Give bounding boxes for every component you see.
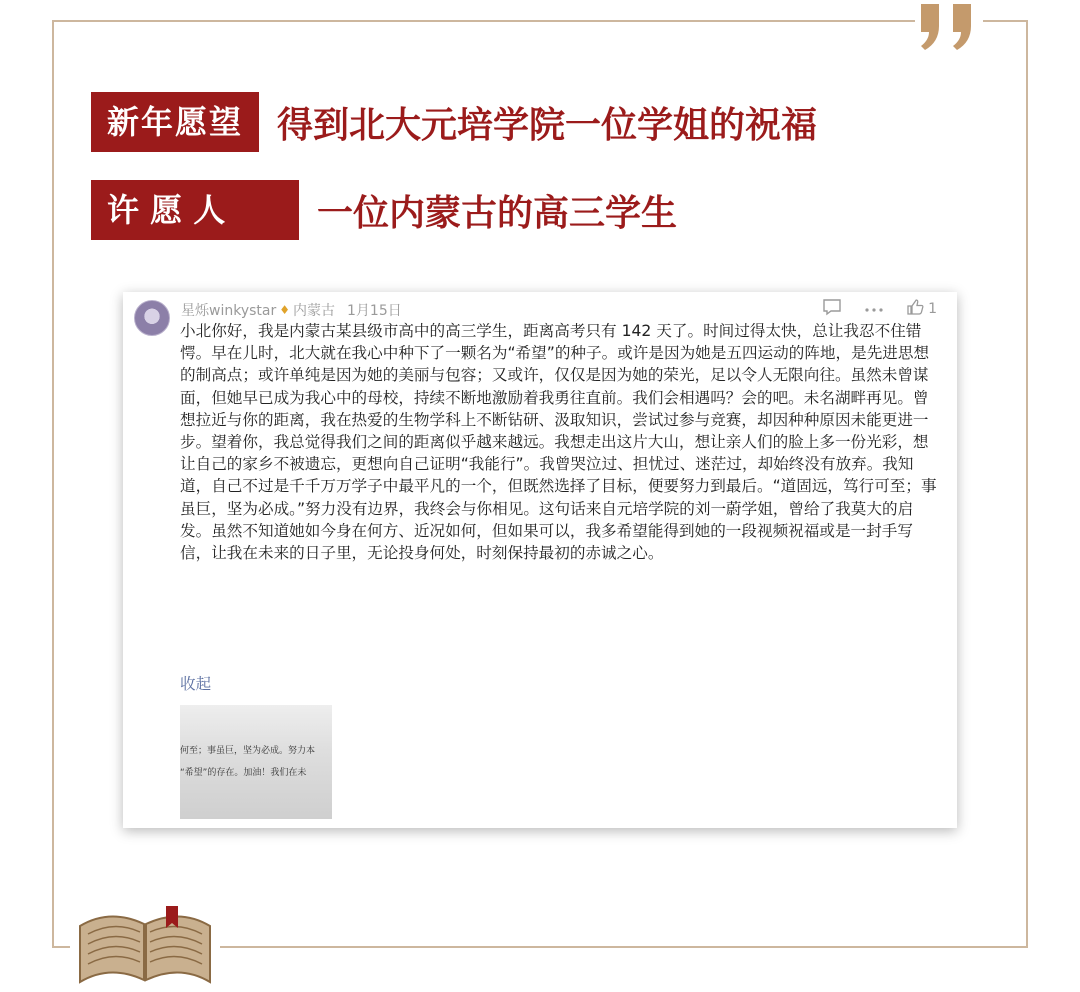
comment-icon[interactable]: [822, 298, 842, 320]
person-text: 一位内蒙古的高三学生: [317, 192, 678, 234]
collapse-link[interactable]: 收起: [180, 675, 212, 693]
post-actions: [800, 298, 937, 320]
thumbnail-text-line: “希望”的存在。加油！我们在未: [180, 768, 307, 778]
avatar[interactable]: [134, 300, 170, 336]
person-label: 许 愿 人: [91, 180, 299, 240]
location: 内蒙古: [293, 303, 335, 319]
post-body: 小北你好，我是内蒙古某县级市高中的高三学生，距离高考只有 142 天了。时间过得太快，总让我忍不住错愕。早在儿时，北大就在我心中种下了一颗名为“希望”的种子。或许是因为她是五四运动的阵地，是先进思想的制高点；或许单纯是因为她的美丽与包容；又或许，仅仅是因为她的荣光，足以令人无限向往。虽然未曾谋面，但她早已成为我心中的母校，持续不断地激励着我勇往直前。我们会相遇吗？会的吧。未名湖畔再见。曾想拉近与你的距离，我在热爱的生物学科上不断钻研、汲取知识，尝试过参与竞赛，却因种种原因未能更进一步。望着你，我总觉得我们之间的距离似乎越来越远。我想走出这片大山，想让亲人们的脸上多一份光彩，想让自己的家乡不被遗忘，更想向自己证明“我能行”。我曾哭泣过、担忧过、迷茫过，却始终没有放弃。我知道，自己不过是千千万万学子中最平凡的一个，但既然选择了目标，便要努力到最后。“道固远，笃行可至；事虽巨，坚为必成。”努力没有边界，我终会与你相见。这句话来自元培学院的刘一蔚学姐，曾给了我莫大的启发。虽然不知道她如今身在何方、近况如何，但如果可以，我多希望能得到她的一段视频祝福或是一封手写信，让我在未来的日子里，无论投身何处，时刻保持最初的赤诚之心。: [180, 322, 937, 563]
badge-icon: ♦: [279, 303, 290, 317]
book-icon: [70, 900, 220, 988]
post-card: [123, 292, 957, 828]
quote-icon: [915, 2, 983, 54]
wish-row: [91, 92, 817, 152]
attached-image-thumbnail[interactable]: [180, 705, 332, 819]
username[interactable]: 星烁winkystar: [181, 303, 277, 319]
person-row: [91, 180, 677, 240]
wish-label: 新年愿望: [91, 92, 259, 152]
more-icon[interactable]: [864, 301, 884, 317]
thumbnail-text-line: 何至；事虽巨，坚为必成。努力本: [180, 746, 316, 756]
post-date: 1月15日: [347, 303, 402, 319]
like-icon[interactable]: [906, 298, 924, 320]
post-meta: [181, 300, 402, 320]
wish-text: 得到北大元培学院一位学姐的祝福: [277, 104, 818, 146]
like-count: 1: [928, 301, 937, 317]
